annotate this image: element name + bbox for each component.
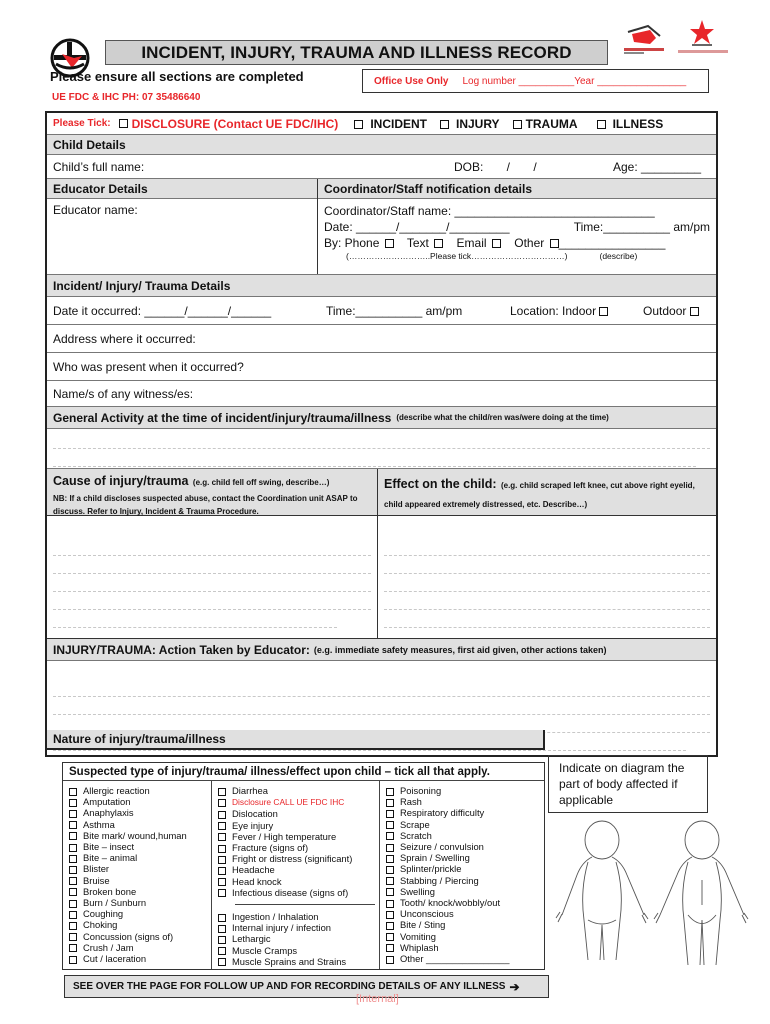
injury-type-option[interactable] bbox=[69, 942, 211, 953]
injury-type-option[interactable] bbox=[69, 796, 211, 807]
injury-type-option[interactable] bbox=[69, 897, 211, 908]
injury-type-label: Dislocation bbox=[232, 808, 278, 820]
time-occurred-field[interactable]: Time:__________ am/pm bbox=[326, 303, 463, 318]
checkbox[interactable] bbox=[386, 832, 394, 840]
injury-type-option[interactable] bbox=[218, 933, 379, 944]
injury-type-option[interactable] bbox=[69, 908, 211, 919]
effect-input-area[interactable] bbox=[378, 516, 716, 628]
injury-type-label: Head knock bbox=[232, 875, 282, 887]
dob-field[interactable]: DOB: / / bbox=[454, 159, 537, 174]
injury-type-label: Infectious disease (signs of) bbox=[232, 886, 349, 898]
injury-type-label: Muscle Sprains and Strains bbox=[232, 955, 347, 967]
suspected-type-title: Suspected type of injury/trauma/ illness/effect upon child – tick all that apply. bbox=[69, 765, 490, 778]
injury-type-label: Respiratory difficulty bbox=[400, 807, 485, 819]
notification-date-field[interactable]: Date: ______/_______/_________ bbox=[324, 220, 510, 234]
injury-type-option[interactable] bbox=[69, 841, 211, 852]
educator-coordinator-section bbox=[47, 179, 716, 275]
checkbox[interactable] bbox=[218, 833, 226, 841]
injury-type-label: Rash bbox=[400, 796, 422, 808]
text-checkbox[interactable] bbox=[434, 239, 443, 248]
body-diagram[interactable] bbox=[552, 820, 757, 970]
injury-type-option[interactable] bbox=[386, 875, 544, 886]
describe-hint: (describe) bbox=[599, 251, 638, 261]
cause-hint: (e.g. child fell off swing, describe…) bbox=[192, 478, 330, 487]
form-main-table bbox=[45, 111, 718, 757]
activity-input-area[interactable] bbox=[47, 429, 716, 469]
phone-number: UE FDC & IHC PH: 07 35486640 bbox=[52, 92, 201, 103]
incident-details-title: Incident/ Injury/ Trauma Details bbox=[53, 278, 231, 293]
family-day-care-logo bbox=[672, 18, 732, 58]
injury-type-label: Fever / High temperature bbox=[232, 830, 337, 842]
injury-type-option[interactable] bbox=[218, 876, 379, 887]
checkbox[interactable] bbox=[218, 811, 226, 819]
other-describe-field[interactable]: ________________ bbox=[558, 236, 666, 250]
trauma-checkbox[interactable] bbox=[513, 120, 522, 129]
cause-title: Cause of injury/trauma bbox=[53, 474, 189, 488]
injury-type-label: Other ________________ bbox=[400, 953, 510, 965]
injury-type-option[interactable] bbox=[218, 831, 379, 842]
injury-type-label: Headache bbox=[232, 864, 275, 876]
injury-type-label: Vomiting bbox=[400, 930, 436, 942]
age-field[interactable]: Age: _________ bbox=[613, 159, 702, 174]
injury-type-label: Crush / Jam bbox=[83, 941, 134, 953]
injury-type-label: Bite mark/ wound,human bbox=[83, 829, 187, 841]
checkbox[interactable] bbox=[386, 944, 394, 952]
office-use-box bbox=[362, 69, 709, 93]
checkbox[interactable] bbox=[69, 866, 77, 874]
body-diagram-note: Indicate on diagram the part of body affected if applicable bbox=[548, 755, 708, 813]
injury-type-option[interactable] bbox=[386, 942, 544, 953]
arrow-right-icon: ➔ bbox=[509, 979, 520, 994]
column-separator bbox=[235, 904, 375, 905]
injury-type-option[interactable] bbox=[69, 953, 211, 964]
checkbox[interactable] bbox=[69, 810, 77, 818]
injury-type-option[interactable] bbox=[386, 919, 544, 930]
witness-row bbox=[47, 381, 716, 407]
injury-type-label: Internal injury / infection bbox=[232, 922, 332, 934]
injury-type-option[interactable] bbox=[386, 897, 544, 908]
checkbox[interactable] bbox=[69, 922, 77, 930]
injury-types-column-2 bbox=[212, 781, 380, 969]
checkbox[interactable] bbox=[218, 845, 226, 853]
indoor-checkbox[interactable] bbox=[599, 307, 608, 316]
log-number-field[interactable]: Log number __________Year ________________ bbox=[462, 75, 687, 87]
checkbox[interactable] bbox=[69, 944, 77, 952]
date-occurred-field[interactable]: Date it occurred: ______/______/______ bbox=[53, 303, 272, 318]
checkbox[interactable] bbox=[218, 925, 226, 933]
injury-type-label: Fracture (signs of) bbox=[232, 842, 309, 854]
injury-type-option[interactable] bbox=[386, 886, 544, 897]
checkbox[interactable] bbox=[218, 958, 226, 966]
injury-type-option[interactable] bbox=[386, 852, 544, 863]
injury-type-label: Tooth/ knock/wobbly/out bbox=[400, 897, 501, 909]
injury-label: INJURY bbox=[455, 116, 500, 131]
injury-type-label: Bite – animal bbox=[83, 852, 138, 864]
form-title: INCIDENT, INJURY, TRAUMA AND ILLNESS RECORD bbox=[141, 42, 572, 62]
injury-type-option[interactable] bbox=[386, 807, 544, 818]
office-use-label: Office Use Only bbox=[374, 75, 449, 87]
injury-type-label: Broken bone bbox=[83, 885, 137, 897]
injury-type-label: Burn / Sunburn bbox=[83, 897, 147, 909]
injury-type-label: Bite – insect bbox=[83, 841, 135, 853]
child-details-title: Child Details bbox=[53, 137, 126, 152]
checkbox[interactable] bbox=[69, 832, 77, 840]
address-field[interactable]: Address where it occurred: bbox=[53, 331, 196, 346]
injury-type-option[interactable] bbox=[218, 808, 379, 819]
classification-label: [Internal] bbox=[356, 993, 399, 1005]
location-indoor-label: Location: Indoor bbox=[510, 303, 597, 318]
suspected-type-box bbox=[62, 762, 545, 970]
injury-checkbox[interactable] bbox=[440, 120, 449, 129]
injury-type-option[interactable] bbox=[386, 953, 544, 964]
injury-type-label: Disclosure CALL UE FDC IHC bbox=[232, 797, 345, 808]
text-label: Text bbox=[406, 236, 429, 250]
checkbox[interactable] bbox=[218, 878, 226, 886]
injury-type-option[interactable] bbox=[69, 852, 211, 863]
injury-type-option[interactable] bbox=[218, 796, 379, 808]
injury-type-option[interactable] bbox=[386, 841, 544, 852]
home-childcare-logo bbox=[620, 22, 668, 58]
injury-type-label: Bite / Sting bbox=[400, 919, 446, 931]
injury-type-label: Poisoning bbox=[400, 785, 442, 796]
please-tick-label: Please Tick: bbox=[53, 118, 111, 129]
injury-type-option[interactable] bbox=[386, 796, 544, 807]
injury-type-label: Muscle Cramps bbox=[232, 944, 298, 956]
nature-title: Nature of injury/trauma/illness bbox=[53, 732, 226, 746]
injury-type-label: Scratch bbox=[400, 829, 432, 841]
checkbox[interactable] bbox=[69, 888, 77, 896]
disclosure-checkbox[interactable] bbox=[119, 119, 128, 128]
checkbox[interactable] bbox=[218, 856, 226, 864]
by-phone-label: By: Phone bbox=[324, 236, 380, 250]
trauma-label: TRAUMA bbox=[525, 116, 578, 131]
checkbox[interactable] bbox=[218, 947, 226, 955]
injury-type-label: Choking bbox=[83, 919, 118, 931]
checkbox[interactable] bbox=[386, 900, 394, 908]
injury-type-label: Eye injury bbox=[232, 819, 274, 831]
coordinator-details-title: Coordinator/Staff notification details bbox=[324, 181, 533, 196]
checkbox[interactable] bbox=[218, 914, 226, 922]
footer-text: SEE OVER THE PAGE FOR FOLLOW UP AND FOR RECORDING DETAILS OF ANY ILLNESS bbox=[73, 981, 506, 992]
checkbox[interactable] bbox=[69, 844, 77, 852]
present-field[interactable]: Who was present when it occurred? bbox=[53, 359, 244, 374]
injury-type-option[interactable] bbox=[218, 820, 379, 831]
checkbox[interactable] bbox=[386, 799, 394, 807]
injury-type-label: Whiplash bbox=[400, 941, 439, 953]
email-checkbox[interactable] bbox=[492, 239, 501, 248]
disclosure-label: DISCLOSURE (Contact UE FDC/IHC) bbox=[131, 116, 339, 131]
outdoor-checkbox[interactable] bbox=[690, 307, 699, 316]
body-front-figure bbox=[556, 821, 648, 960]
incident-type-row bbox=[47, 113, 716, 135]
checkbox[interactable] bbox=[386, 855, 394, 863]
injury-type-label: Fright or distress (significant) bbox=[232, 853, 353, 865]
educator-details-title: Educator Details bbox=[53, 181, 148, 196]
nature-heading bbox=[45, 730, 545, 750]
form-subtitle: Please ensure all sections are completed bbox=[50, 69, 304, 84]
injury-type-label: Asthma bbox=[83, 818, 115, 830]
checkbox[interactable] bbox=[69, 877, 77, 885]
other-checkbox[interactable] bbox=[550, 239, 559, 248]
injury-type-label: Anaphylaxis bbox=[83, 807, 134, 819]
illness-checkbox[interactable] bbox=[597, 120, 606, 129]
please-tick-hint: (………………………..Please tick……………………………) bbox=[346, 251, 568, 261]
checkbox[interactable] bbox=[218, 936, 226, 944]
incident-details-heading bbox=[47, 275, 716, 297]
other-label: Other bbox=[514, 236, 545, 250]
injury-type-label: Concussion (signs of) bbox=[83, 930, 174, 942]
injury-type-option[interactable] bbox=[69, 785, 211, 796]
incident-date-row bbox=[47, 297, 716, 325]
injury-type-option[interactable] bbox=[386, 863, 544, 874]
checkbox[interactable] bbox=[218, 799, 226, 807]
injury-type-option[interactable] bbox=[69, 807, 211, 818]
injury-type-option[interactable] bbox=[218, 945, 379, 956]
injury-type-label: Ingestion / Inhalation bbox=[232, 911, 319, 923]
action-hint: (e.g. immediate safety measures, first aid given, other actions taken) bbox=[313, 644, 607, 655]
injury-type-label: Bruise bbox=[83, 874, 110, 886]
activity-title: General Activity at the time of incident/injury/trauma/illness bbox=[53, 410, 392, 425]
educator-name-field[interactable]: Educator name: bbox=[53, 203, 138, 217]
checkbox[interactable] bbox=[386, 866, 394, 874]
body-back-figure bbox=[654, 821, 748, 965]
checkbox[interactable] bbox=[218, 889, 226, 897]
injury-type-label: Seizure / convulsion bbox=[400, 841, 484, 853]
injury-type-label: Lethargic bbox=[232, 933, 271, 945]
checkbox[interactable] bbox=[69, 933, 77, 941]
form-title-box bbox=[105, 40, 608, 65]
injury-type-option[interactable] bbox=[386, 785, 544, 796]
injury-type-option[interactable] bbox=[69, 830, 211, 841]
checkbox[interactable] bbox=[69, 855, 77, 863]
injury-type-option[interactable] bbox=[69, 863, 211, 874]
injury-type-option[interactable] bbox=[69, 919, 211, 930]
injury-type-option[interactable] bbox=[218, 864, 379, 875]
checkbox[interactable] bbox=[218, 788, 226, 796]
injury-type-label: Allergic reaction bbox=[83, 785, 150, 796]
checkbox[interactable] bbox=[69, 788, 77, 796]
outdoor-label: Outdoor bbox=[643, 303, 687, 318]
checkbox[interactable] bbox=[386, 888, 394, 896]
injury-type-label: Swelling bbox=[400, 885, 435, 897]
checkbox[interactable] bbox=[386, 844, 394, 852]
injury-type-label: Cut / laceration bbox=[83, 953, 147, 965]
activity-heading bbox=[47, 407, 716, 429]
injury-type-label: Coughing bbox=[83, 908, 124, 920]
address-row bbox=[47, 325, 716, 353]
checkbox[interactable] bbox=[386, 956, 394, 964]
child-details-row bbox=[47, 155, 716, 179]
checkbox[interactable] bbox=[386, 922, 394, 930]
child-name-field[interactable]: Child’s full name: bbox=[53, 159, 145, 174]
cause-effect-section bbox=[47, 469, 716, 639]
checkbox[interactable] bbox=[386, 877, 394, 885]
injury-type-option[interactable] bbox=[218, 853, 379, 864]
checkbox[interactable] bbox=[386, 810, 394, 818]
injury-type-option[interactable] bbox=[218, 956, 379, 967]
injury-type-option[interactable] bbox=[386, 819, 544, 830]
incident-label: INCIDENT bbox=[370, 116, 427, 131]
action-title: INJURY/TRAUMA: Action Taken by Educator: bbox=[53, 642, 310, 657]
checkbox[interactable] bbox=[69, 821, 77, 829]
injury-type-label: Diarrhea bbox=[232, 785, 268, 796]
injury-type-option[interactable] bbox=[386, 931, 544, 942]
checkbox[interactable] bbox=[218, 867, 226, 875]
effect-title: Effect on the child: bbox=[384, 477, 497, 491]
email-label: Email bbox=[456, 236, 487, 250]
injury-type-option[interactable] bbox=[218, 922, 379, 933]
injury-type-option[interactable] bbox=[386, 830, 544, 841]
activity-hint: (describe what the child/ren was/were doing at the time) bbox=[396, 413, 609, 422]
checkbox[interactable] bbox=[69, 799, 77, 807]
injury-type-option[interactable] bbox=[386, 908, 544, 919]
illness-label: ILLNESS bbox=[612, 116, 664, 131]
cause-input-area[interactable] bbox=[47, 516, 377, 628]
checkbox[interactable] bbox=[386, 933, 394, 941]
injury-type-label: Stabbing / Piercing bbox=[400, 874, 479, 886]
checkbox[interactable] bbox=[386, 788, 394, 796]
notification-time-field[interactable]: Time:__________ am/pm bbox=[573, 220, 710, 234]
injury-type-label: Scrape bbox=[400, 818, 430, 830]
injury-types-column-1 bbox=[63, 781, 212, 969]
checkbox[interactable] bbox=[386, 821, 394, 829]
checkbox[interactable] bbox=[69, 956, 77, 964]
injury-type-option[interactable] bbox=[218, 785, 379, 796]
cause-note: NB: If a child discloses suspected abuse, contact the Coordination unit ASAP to discuss. Refer to Injury, Incident & Trauma Procedure. bbox=[53, 494, 358, 516]
witness-field[interactable]: Name/s of any witness/es: bbox=[53, 386, 194, 401]
injury-type-label: Splinter/prickle bbox=[400, 863, 462, 875]
injury-types-column-3 bbox=[380, 781, 544, 969]
injury-type-label: Unconscious bbox=[400, 908, 454, 920]
injury-type-option[interactable] bbox=[69, 875, 211, 886]
injury-type-option[interactable] bbox=[218, 911, 379, 922]
effect-hint: (e.g. child scraped left knee, cut above right eyelid, child appeared extremely distressed, etc. Describe…) bbox=[384, 481, 695, 509]
injury-type-option[interactable] bbox=[69, 931, 211, 942]
injury-type-label: Blister bbox=[83, 863, 110, 875]
injury-type-option[interactable] bbox=[218, 887, 379, 898]
checkbox[interactable] bbox=[386, 911, 394, 919]
checkbox[interactable] bbox=[69, 911, 77, 919]
coordinator-name-field[interactable]: Coordinator/Staff name: ______________________________ bbox=[324, 204, 655, 218]
incident-checkbox[interactable] bbox=[354, 120, 363, 129]
injury-type-label: Amputation bbox=[83, 796, 131, 808]
injury-type-option[interactable] bbox=[69, 819, 211, 830]
see-over-page-banner bbox=[64, 975, 549, 998]
injury-type-option[interactable] bbox=[69, 886, 211, 897]
action-heading bbox=[47, 639, 716, 661]
injury-type-label: Sprain / Swelling bbox=[400, 852, 470, 864]
injury-type-option[interactable] bbox=[218, 842, 379, 853]
phone-checkbox[interactable] bbox=[385, 239, 394, 248]
child-details-heading bbox=[47, 135, 716, 155]
checkbox[interactable] bbox=[69, 900, 77, 908]
checkbox[interactable] bbox=[218, 822, 226, 830]
present-row bbox=[47, 353, 716, 381]
